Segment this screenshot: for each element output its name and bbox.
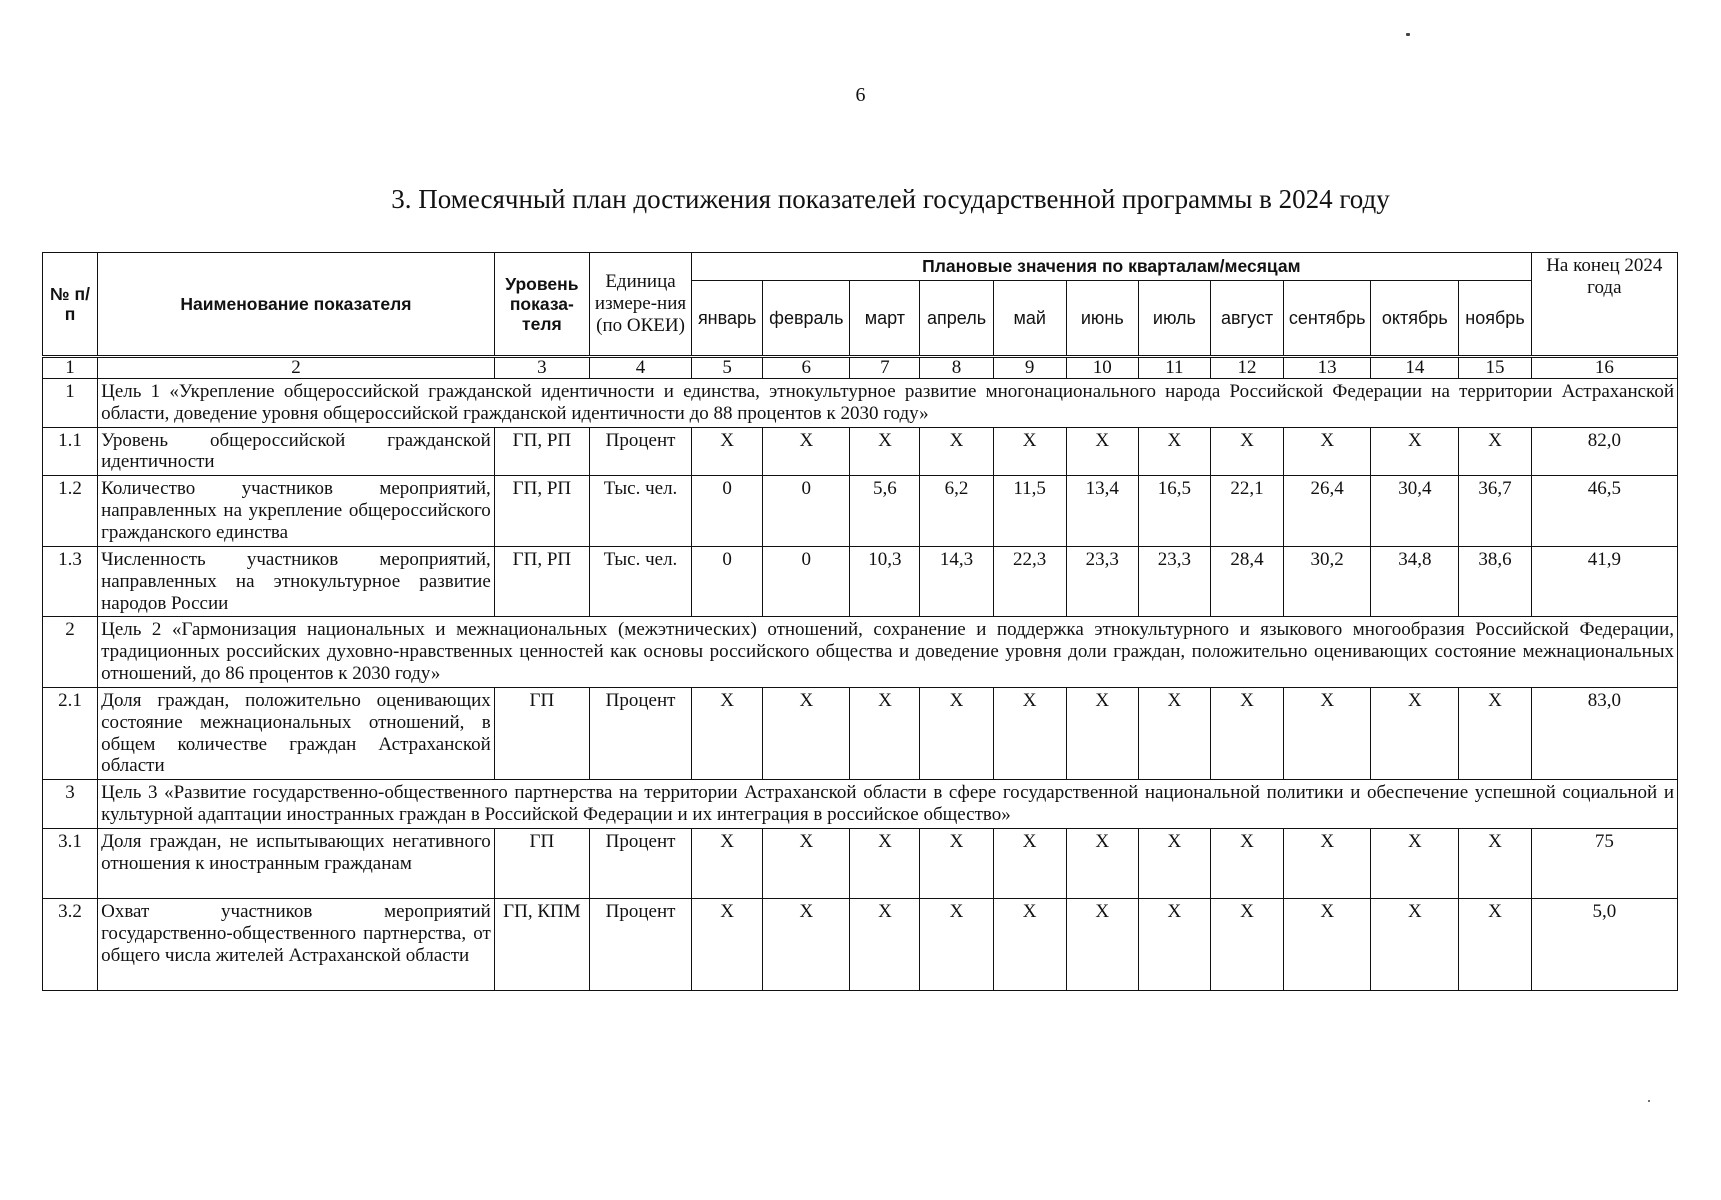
column-number: 16	[1531, 357, 1677, 379]
monthly-value: Х	[1138, 898, 1210, 990]
header-month: октябрь	[1371, 281, 1459, 357]
column-number: 13	[1284, 357, 1371, 379]
monthly-value: 30,4	[1371, 476, 1459, 547]
monthly-value: Х	[1210, 828, 1283, 898]
row-number: 1.2	[43, 476, 98, 547]
monthly-value: Х	[920, 687, 993, 779]
monthly-value: 22,3	[993, 546, 1066, 617]
header-month: июль	[1138, 281, 1210, 357]
goal-row	[43, 617, 1678, 688]
monthly-value: Х	[1459, 828, 1531, 898]
indicator-name: Охват участников мероприятий государственно-общественного партнерства, от общего числа жителей Астраханской области	[98, 898, 495, 990]
column-number: 4	[589, 357, 691, 379]
monthly-value: 23,3	[1138, 546, 1210, 617]
monthly-value: 14,3	[920, 546, 993, 617]
column-number: 14	[1371, 357, 1459, 379]
monthly-value: Х	[1284, 687, 1371, 779]
row-number: 3.1	[43, 828, 98, 898]
monthly-value: 0	[763, 546, 850, 617]
indicator-name: Количество участников мероприятий, направленных на укрепление общероссийского гражданского единства	[98, 476, 495, 547]
monthly-value: Х	[850, 687, 920, 779]
monthly-value: Х	[692, 687, 763, 779]
indicator-unit: Процент	[589, 687, 691, 779]
header-month: июнь	[1066, 281, 1138, 357]
monthly-value: Х	[1459, 427, 1531, 476]
monthly-value: 0	[692, 546, 763, 617]
goal-text: Цель 3 «Развитие государственно-общественного партнерства на территории Астраханской области в сфере государственной национальной политики и обеспечение успешной социальной и культурной адаптации иностранных граждан в Российской Федерации и их интеграция в российское общество»	[98, 780, 1678, 829]
monthly-value: Х	[763, 828, 850, 898]
goal-row	[43, 780, 1678, 829]
monthly-value: 34,8	[1371, 546, 1459, 617]
indicator-row	[43, 828, 1678, 898]
scan-speck	[1648, 1100, 1650, 1102]
monthly-value: Х	[1371, 427, 1459, 476]
header-unit: Единица измере-ния (по ОКЕИ)	[589, 253, 691, 357]
monthly-value: Х	[1371, 687, 1459, 779]
monthly-value: 26,4	[1284, 476, 1371, 547]
monthly-value: Х	[1210, 427, 1283, 476]
monthly-value: Х	[850, 898, 920, 990]
monthly-value: 28,4	[1210, 546, 1283, 617]
monthly-value: Х	[920, 898, 993, 990]
monthly-value: 30,2	[1284, 546, 1371, 617]
monthly-value: Х	[692, 828, 763, 898]
indicator-row	[43, 427, 1678, 476]
header-name: Наименование показателя	[98, 253, 495, 357]
monthly-value: Х	[1066, 427, 1138, 476]
column-number: 8	[920, 357, 993, 379]
monthly-value: Х	[850, 427, 920, 476]
column-number: 9	[993, 357, 1066, 379]
row-number: 1.3	[43, 546, 98, 617]
header-month: январь	[692, 281, 763, 357]
header-num: № п/п	[43, 253, 98, 357]
row-number: 1	[43, 378, 98, 427]
monthly-value: 0	[692, 476, 763, 547]
monthly-value: Х	[692, 898, 763, 990]
monthly-value: 10,3	[850, 546, 920, 617]
column-number: 6	[763, 357, 850, 379]
page-number: 6	[855, 84, 866, 106]
monthly-value: Х	[1459, 687, 1531, 779]
header-level: Уровень показа-теля	[494, 253, 589, 357]
header-end-of-year: На конец 2024 года	[1531, 253, 1677, 357]
monthly-value: Х	[993, 828, 1066, 898]
end-of-year-value: 5,0	[1531, 898, 1677, 990]
end-of-year-value: 46,5	[1531, 476, 1677, 547]
monthly-value: Х	[1138, 687, 1210, 779]
header-planned-values: Плановые значения по кварталам/месяцам	[692, 253, 1532, 281]
column-number: 10	[1066, 357, 1138, 379]
monthly-value: 13,4	[1066, 476, 1138, 547]
indicator-row	[43, 687, 1678, 779]
monthly-value: Х	[1138, 427, 1210, 476]
indicator-row	[43, 546, 1678, 617]
monthly-value: Х	[692, 427, 763, 476]
monthly-value: Х	[1284, 898, 1371, 990]
monthly-value: Х	[1066, 898, 1138, 990]
indicator-level: ГП, КПМ	[494, 898, 589, 990]
monthly-value: 23,3	[1066, 546, 1138, 617]
monthly-value: 5,6	[850, 476, 920, 547]
indicator-level: ГП, РП	[494, 476, 589, 547]
monthly-value: Х	[763, 427, 850, 476]
column-number: 12	[1210, 357, 1283, 379]
monthly-value: 11,5	[993, 476, 1066, 547]
goal-text: Цель 2 «Гармонизация национальных и межнациональных (межэтнических) отношений, сохранение и поддержка этнокультурного и языкового многообразия Российской Федерации, традиционных российских духовно-нравственных ценностей как основы российского общества и доведение уровня доли граждан, положительно оценивающих состояние межнациональных отношений, до 86 процентов к 2030 году»	[98, 617, 1678, 688]
document-title: 3. Помесячный план достижения показателей государственной программы в 2024 году	[391, 184, 1390, 214]
indicator-level: ГП, РП	[494, 546, 589, 617]
column-number: 1	[43, 357, 98, 379]
scan-speck	[1406, 33, 1410, 36]
indicator-unit: Тыс. чел.	[589, 546, 691, 617]
monthly-value: Х	[1284, 427, 1371, 476]
monthly-value: Х	[920, 427, 993, 476]
row-number: 2.1	[43, 687, 98, 779]
monthly-value: Х	[1210, 687, 1283, 779]
end-of-year-value: 83,0	[1531, 687, 1677, 779]
header-month: апрель	[920, 281, 993, 357]
monthly-value: Х	[1371, 898, 1459, 990]
monthly-value: Х	[1066, 687, 1138, 779]
monthly-value: Х	[1066, 828, 1138, 898]
header-month: февраль	[763, 281, 850, 357]
monthly-value: Х	[920, 828, 993, 898]
indicator-unit: Процент	[589, 427, 691, 476]
end-of-year-value: 75	[1531, 828, 1677, 898]
monthly-value: Х	[1371, 828, 1459, 898]
indicator-name: Доля граждан, положительно оценивающих состояние межнациональных отношений, в общем количестве граждан Астраханской области	[98, 687, 495, 779]
header-month: май	[993, 281, 1066, 357]
monthly-value: 0	[763, 476, 850, 547]
column-number: 5	[692, 357, 763, 379]
indicator-level: ГП, РП	[494, 427, 589, 476]
monthly-value: 36,7	[1459, 476, 1531, 547]
monthly-value: Х	[1459, 898, 1531, 990]
row-number: 2	[43, 617, 98, 688]
end-of-year-value: 82,0	[1531, 427, 1677, 476]
indicator-name: Уровень общероссийской гражданской идентичности	[98, 427, 495, 476]
monthly-value: 6,2	[920, 476, 993, 547]
indicator-unit: Процент	[589, 898, 691, 990]
header-month: март	[850, 281, 920, 357]
column-number: 7	[850, 357, 920, 379]
monthly-value: Х	[993, 427, 1066, 476]
monthly-value: 22,1	[1210, 476, 1283, 547]
monthly-value: Х	[993, 898, 1066, 990]
column-number: 3	[494, 357, 589, 379]
column-number: 11	[1138, 357, 1210, 379]
indicator-name: Доля граждан, не испытывающих негативного отношения к иностранным гражданам	[98, 828, 495, 898]
monthly-value: Х	[1138, 828, 1210, 898]
indicator-unit: Тыс. чел.	[589, 476, 691, 547]
header-month: август	[1210, 281, 1283, 357]
monthly-value: Х	[1284, 828, 1371, 898]
column-numbers-row	[43, 357, 1678, 379]
indicator-unit: Процент	[589, 828, 691, 898]
indicator-name: Численность участников мероприятий, направленных на этнокультурное развитие народов России	[98, 546, 495, 617]
indicator-level: ГП	[494, 687, 589, 779]
column-number: 15	[1459, 357, 1531, 379]
indicator-row	[43, 898, 1678, 990]
goal-text: Цель 1 «Укрепление общероссийской гражданской идентичности и единства, этнокультурное развитие многонационального народа Российской Федерации на территории Астраханской области, доведение уровня общероссийской гражданской идентичности до 88 процентов к 2030 году»	[98, 378, 1678, 427]
monthly-value: Х	[850, 828, 920, 898]
indicators-table	[42, 252, 1678, 991]
row-number: 3.2	[43, 898, 98, 990]
goal-row	[43, 378, 1678, 427]
row-number: 1.1	[43, 427, 98, 476]
indicator-level: ГП	[494, 828, 589, 898]
header-month: ноябрь	[1459, 281, 1531, 357]
monthly-value: 38,6	[1459, 546, 1531, 617]
column-number: 2	[98, 357, 495, 379]
monthly-value: Х	[763, 687, 850, 779]
monthly-value: Х	[763, 898, 850, 990]
end-of-year-value: 41,9	[1531, 546, 1677, 617]
row-number: 3	[43, 780, 98, 829]
monthly-value: Х	[1210, 898, 1283, 990]
monthly-value: 16,5	[1138, 476, 1210, 547]
monthly-value: Х	[993, 687, 1066, 779]
header-month: сентябрь	[1284, 281, 1371, 357]
indicator-row	[43, 476, 1678, 547]
